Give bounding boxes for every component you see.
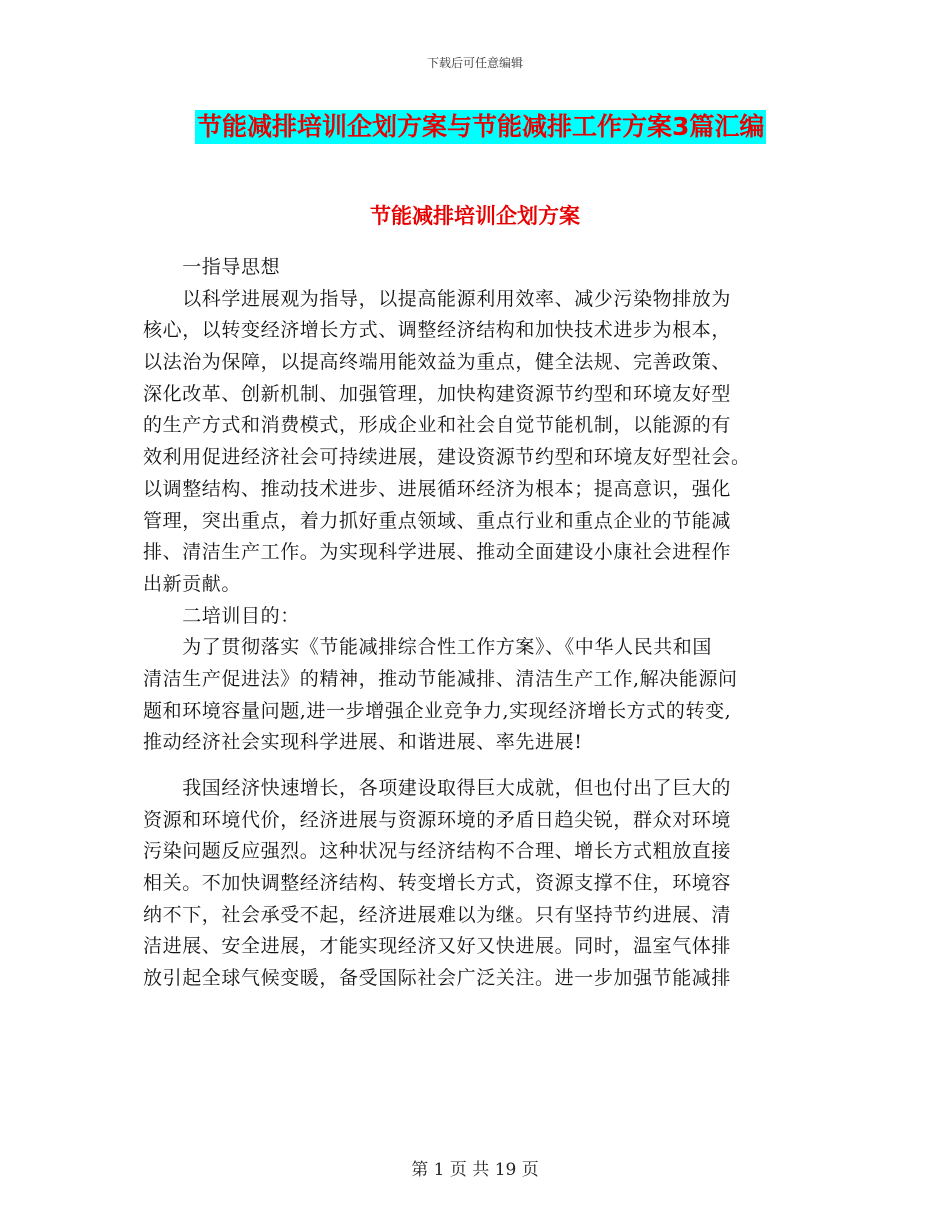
document-main-title: 节能减排培训企划方案与节能减排工作方案3篇汇编: [195, 110, 766, 144]
paragraph-line: 核心，以转变经济增长方式、调整经济结构和加快技术进步为根本，: [143, 319, 732, 342]
paragraph-line: 污染问题反应强烈。这种状况与经济结构不合理、增长方式粗放直接: [143, 840, 732, 863]
paragraph-line: 清洁生产促进法》的精神，推动节能减排、清洁生产工作,解决能源问: [143, 667, 738, 690]
paragraph-line: 纳不下，社会承受不起，经济进展难以为继。只有坚持节约进展、清: [143, 903, 732, 926]
paragraph-line: 的生产方式和消费模式，形成企业和社会自觉节能机制，以能源的有: [143, 414, 732, 437]
paragraph-line: 以调整结构、推动技术进步、进展循环经济为根本；提高意识，强化: [143, 477, 732, 500]
blank-line: [143, 759, 808, 773]
paragraph-line: 题和环境容量问题,进一步增强企业竞争力,实现经济增长方式的转变,: [143, 699, 732, 722]
paragraph-line: 资源和环境代价，经济进展与资源环境的矛盾日趋尖锐，群众对环境: [143, 808, 732, 831]
section-title: 节能减排培训企划方案: [370, 204, 580, 228]
page-number-footer: 第 1 页 共 19 页: [411, 1160, 539, 1180]
body-text: [143, 252, 808, 995]
paragraph-line: 洁进展、安全进展，才能实现经济又好又快进展。同时，温室气体排: [143, 935, 732, 958]
paragraph-line: 以法治为保障，以提高终端用能效益为重点，健全法规、完善政策、: [143, 351, 732, 374]
paragraph-line: 以科学进展观为指导，以提高能源利用效率、减少污染物排放为: [143, 287, 732, 310]
paragraph-line: 推动经济社会实现科学进展、和谐进展、率先进展!: [143, 731, 583, 754]
paragraph-line: 相关。不加快调整经济结构、转变增长方式，资源支撑不住，环境容: [143, 872, 732, 895]
paragraph-line: 我国经济快速增长，各项建设取得巨大成就，但也付出了巨大的: [143, 777, 732, 799]
paragraph-line: 管理，突出重点，着力抓好重点领域、重点行业和重点企业的节能减: [143, 509, 732, 532]
header-note: 下载后可任意编辑: [426, 56, 523, 70]
paragraph-line: 为了贯彻落实《节能减排综合性工作方案》、《中华人民共和国: [143, 636, 713, 659]
paragraph-line: 放引起全球气候变暖，备受国际社会广泛关注。进一步加强节能减排: [143, 967, 732, 990]
paragraph-line: 排、清洁生产工作。为实现科学进展、推动全面建设小康社会进程作: [143, 541, 732, 564]
paragraph-line: 出新贡献。: [143, 572, 242, 595]
heading-training-purpose: 二培训目的：: [143, 604, 300, 627]
paragraph-line: 深化改革、创新机制、加强管理，加快构建资源节约型和环境友好型: [143, 382, 732, 405]
paragraph-line: 效利用促进经济社会可持续进展，建设资源节约型和环境友好型社会。: [143, 446, 751, 469]
heading-guiding-ideology: 一指导思想: [143, 256, 281, 278]
